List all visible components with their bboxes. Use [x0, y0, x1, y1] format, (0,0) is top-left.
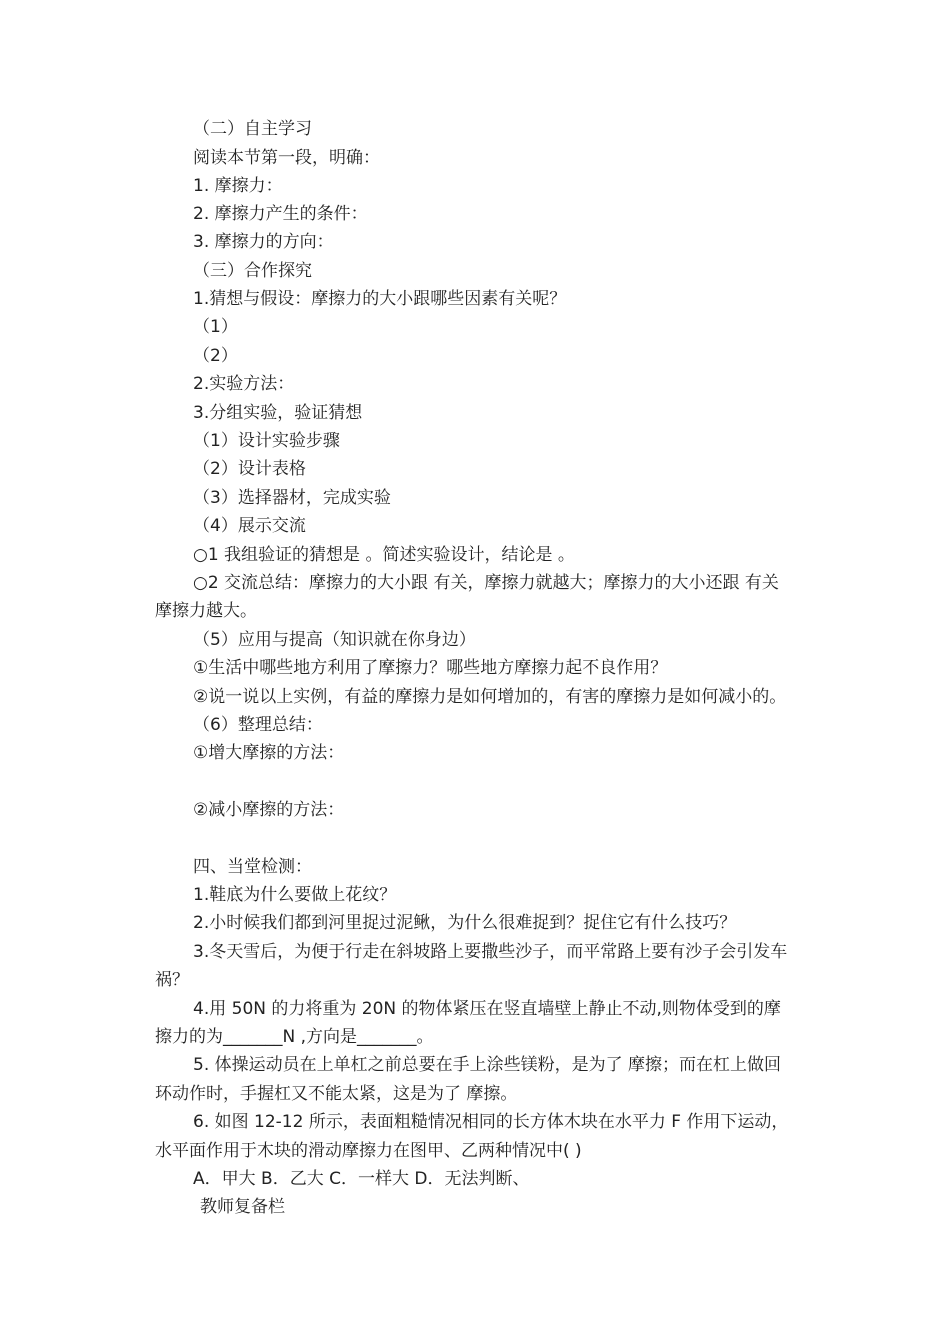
text-line: 3. 摩擦力的方向： [193, 232, 334, 252]
text-line: （1）设计实验步骤 [193, 431, 340, 451]
text-line: （4）展示交流 [193, 516, 306, 536]
question-line: 5. 体操运动员在上单杠之前总要在手上涂些镁粉，是为了 摩擦；而在杠上做回 [193, 1055, 782, 1075]
text-line: （5）应用与提高（知识就在你身边） [193, 630, 476, 650]
text-line: 摩擦力越大。 [155, 601, 257, 621]
question-line: 1.鞋底为什么要做上花纹？ [193, 885, 397, 905]
text-line: （6）整理总结： [193, 715, 323, 735]
text-line: （2） [193, 346, 238, 366]
question-line: 环动作时，手握杠又不能太紧，这是为了 摩擦。 [155, 1084, 518, 1104]
answer-options: A．甲大 B．乙大 C．一样大 D．无法判断、 [193, 1169, 530, 1189]
question-line: 水平面作用于木块的滑动摩擦力在图甲、乙两种情况中( ) [155, 1141, 582, 1161]
text-line: ①增大摩擦的方法： [193, 743, 345, 763]
text-line: ②说一说以上实例，有益的摩擦力是如何增加的，有害的摩擦力是如何减小的。 [193, 687, 787, 707]
question-line: 6. 如图 12-12 所示，表面粗糙情况相同的长方体木块在水平力 F 作用下运动， [193, 1112, 789, 1132]
question-line: 祸？ [155, 970, 189, 990]
question-line: 4.用 50N 的力将重为 20N 的物体紧压在竖直墙壁上静止不动,则物体受到的摩 [193, 999, 781, 1019]
text-line: （2）设计表格 [193, 459, 306, 479]
text-line: ①生活中哪些地方利用了摩擦力？哪些地方摩擦力起不良作用？ [193, 658, 668, 678]
text-line: （1） [193, 317, 238, 337]
text-line: 2. 摩擦力产生的条件： [193, 204, 368, 224]
text-line: 1.猜想与假设：摩擦力的大小跟哪些因素有关呢？ [193, 289, 567, 309]
section-heading-self-study: （二）自主学习 [193, 119, 312, 139]
text-line: 1. 摩擦力： [193, 176, 283, 196]
section-heading-in-class-test: 四、当堂检测： [193, 857, 312, 877]
question-line: 2.小时候我们都到河里捉过泥鳅，为什么很难捉到？捉住它有什么技巧？ [193, 913, 737, 933]
teacher-notes-label: 教师复备栏 [200, 1197, 285, 1217]
text-line: ○1 我组验证的猜想是 。简述实验设计，结论是 。 [193, 545, 575, 565]
text-line: 2.实验方法： [193, 374, 295, 394]
text-line: ②减小摩擦的方法： [193, 800, 345, 820]
text-line: ○2 交流总结：摩擦力的大小跟 有关，摩擦力就越大；摩擦力的大小还跟 有关 [193, 573, 779, 593]
text-line: （3）选择器材，完成实验 [193, 488, 391, 508]
text-line: 3.分组实验，验证猜想 [193, 403, 363, 423]
text-line: 阅读本节第一段，明确： [193, 148, 380, 168]
section-heading-cooperative-inquiry: （三）合作探究 [193, 261, 312, 281]
question-line: 擦力的为_______N ,方向是_______。 [155, 1027, 434, 1047]
question-line: 3.冬天雪后，为便于行走在斜坡路上要撒些沙子，而平常路上要有沙子会引发车 [193, 942, 788, 962]
